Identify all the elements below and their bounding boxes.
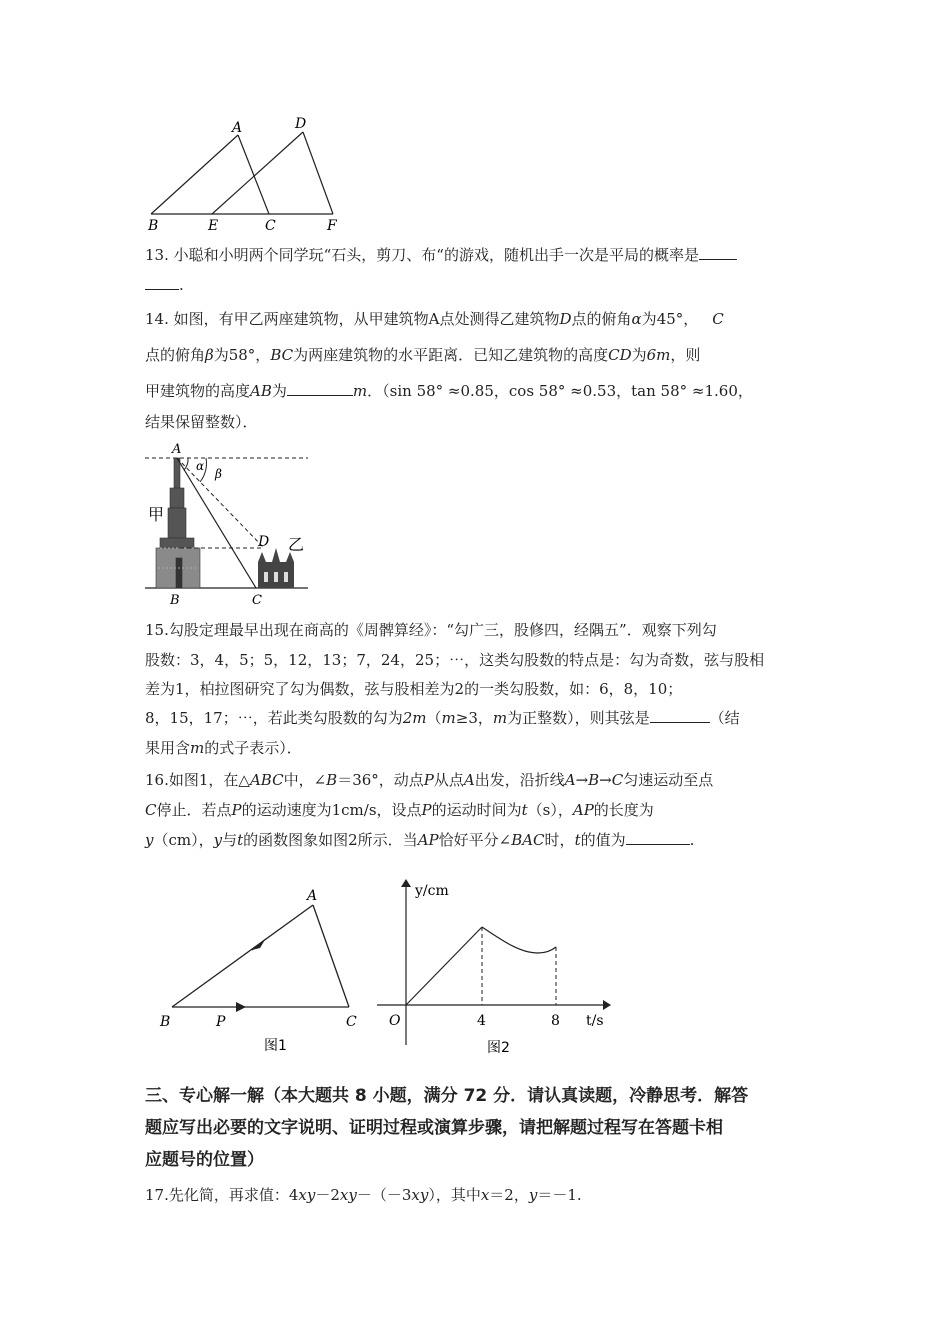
label-a: A bbox=[172, 442, 182, 457]
question-14-line4 bbox=[145, 407, 815, 437]
y-axis-label: y/cm bbox=[415, 883, 449, 899]
text: ＝2， bbox=[489, 1186, 529, 1204]
var-m: m bbox=[492, 709, 508, 727]
text: 的运动时间为 bbox=[431, 801, 522, 819]
answer-blank bbox=[626, 828, 690, 845]
question-13-cont bbox=[145, 270, 815, 300]
text: 如图1，在△ bbox=[168, 771, 250, 789]
text: 的运动速度为1cm/s，设点 bbox=[241, 801, 422, 819]
sin-value: sin 58° ≈0.85 bbox=[389, 382, 494, 400]
text: 停止．若点 bbox=[156, 801, 232, 819]
caption-figure-1: 图1 bbox=[264, 1038, 287, 1054]
question-number: 17. bbox=[145, 1186, 169, 1204]
label-a: A bbox=[307, 888, 318, 904]
text: （ bbox=[426, 709, 442, 727]
arrow-icon bbox=[236, 1002, 246, 1012]
question-13 bbox=[145, 240, 815, 270]
point-a: A bbox=[463, 771, 475, 789]
text: 甲建筑物的高度 bbox=[145, 382, 251, 400]
text: . bbox=[689, 831, 695, 849]
label-beta: β bbox=[215, 467, 222, 481]
question-14-line2 bbox=[145, 340, 815, 370]
text: ，则 bbox=[670, 346, 701, 364]
text: 时， bbox=[544, 831, 575, 849]
question-15-line3 bbox=[145, 674, 815, 704]
answer-blank bbox=[650, 706, 710, 723]
text: －2 bbox=[315, 1186, 340, 1204]
text: 为 bbox=[271, 382, 287, 400]
question-16-line1 bbox=[145, 765, 815, 795]
text: 出发，沿折线 bbox=[474, 771, 565, 789]
var-x: x bbox=[480, 1186, 490, 1204]
text: 如图，有甲乙两座建筑物，从甲建筑物A点处测得乙建筑物 bbox=[173, 310, 560, 328]
text: 为 bbox=[631, 346, 647, 364]
text: 为两座建筑物的水平距离．已知乙建筑物的高度 bbox=[293, 346, 609, 364]
var-xy: xy bbox=[339, 1186, 357, 1204]
text: ），其中 bbox=[428, 1186, 481, 1204]
question-number: 15. bbox=[145, 621, 169, 639]
text: 的函数图象如图2所示．当 bbox=[243, 831, 418, 849]
text: ＝－1. bbox=[537, 1186, 582, 1204]
question-15-line1 bbox=[145, 615, 815, 645]
question-16-line2 bbox=[145, 795, 815, 825]
text: 8，15，17；⋯，若此类勾股数的勾为 bbox=[145, 709, 403, 727]
text: 的式子表示）． bbox=[204, 739, 302, 757]
label-b: B bbox=[160, 1014, 171, 1030]
x-axis-label: t/s bbox=[586, 1013, 604, 1029]
symbol-beta: β bbox=[205, 346, 214, 364]
question-number: 13. bbox=[145, 246, 169, 264]
question-end: . bbox=[179, 276, 184, 294]
point-p: P bbox=[421, 801, 432, 819]
tan-value: tan 58° ≈1.60 bbox=[631, 382, 738, 400]
var-t: t bbox=[521, 801, 528, 819]
building-yi-icon bbox=[258, 548, 294, 588]
segment-ap: AP bbox=[572, 801, 594, 819]
question-15-line4 bbox=[145, 703, 815, 733]
text: 勾股定理最早出现在商高的《周髀算经》：“勾广三，股修四，经隅五”．观察下列勾 bbox=[168, 621, 717, 639]
section-3-heading bbox=[145, 1080, 815, 1176]
text: （cm）， bbox=[153, 831, 214, 849]
text: ， bbox=[255, 346, 271, 364]
question-number: 16. bbox=[145, 771, 169, 789]
angle-45: 45° bbox=[656, 310, 684, 328]
label-p: P bbox=[216, 1014, 226, 1030]
text: 点的俯角 bbox=[145, 346, 206, 364]
label-e: E bbox=[208, 218, 219, 234]
text: ， bbox=[737, 382, 753, 400]
x-tick-8: 8 bbox=[551, 1013, 560, 1029]
label-c: C bbox=[265, 218, 276, 234]
question-14-line1 bbox=[145, 304, 815, 334]
figure-1-triangle bbox=[150, 880, 370, 1060]
point-p: P bbox=[423, 771, 434, 789]
text: 为 bbox=[641, 310, 657, 328]
text: ．（ bbox=[367, 382, 390, 400]
label-jia: 甲 bbox=[148, 505, 165, 524]
text: 果用含 bbox=[145, 739, 191, 757]
text: －（－3 bbox=[356, 1186, 412, 1204]
text: 为 bbox=[213, 346, 229, 364]
text: （s）， bbox=[527, 801, 573, 819]
figure-triangles-abc-def bbox=[140, 110, 360, 235]
label-d: D bbox=[295, 116, 307, 132]
heading-line: 应题号的位置） bbox=[145, 1150, 264, 1170]
text: 的值为 bbox=[580, 831, 626, 849]
question-14-line3: 甲建筑物的高度AB为 m．（sin 58° ≈0.85，cos 58° ≈0.53，tan 58° ≈1.60， bbox=[145, 376, 815, 406]
text: ， bbox=[683, 310, 699, 328]
symbol-alpha: α bbox=[631, 310, 642, 328]
text: 从点 bbox=[433, 771, 464, 789]
angle-58: 58° bbox=[228, 346, 256, 364]
label-yi: 乙 bbox=[288, 535, 305, 554]
var-xy: xy bbox=[411, 1186, 429, 1204]
label-c: C bbox=[346, 1014, 357, 1030]
value-6m: 6m bbox=[646, 346, 671, 364]
figure-2-graph bbox=[375, 875, 625, 1060]
point-c: C bbox=[145, 801, 157, 819]
text: 点的俯角 bbox=[571, 310, 632, 328]
question-15-line5 bbox=[145, 733, 815, 763]
text: 为正整数），则其弦是 bbox=[507, 709, 650, 727]
text: 的长度为 bbox=[593, 801, 654, 819]
segment-bc: BC bbox=[270, 346, 294, 364]
question-15-line2 bbox=[145, 645, 815, 675]
var-y: y bbox=[528, 1186, 538, 1204]
var-t: t bbox=[237, 831, 244, 849]
x-tick-4: 4 bbox=[477, 1013, 486, 1029]
segment-ab: AB bbox=[250, 382, 272, 400]
angle-b: B bbox=[326, 771, 338, 789]
label-b: B bbox=[148, 218, 159, 234]
unit-m: m bbox=[352, 382, 368, 400]
text: 与 bbox=[222, 831, 238, 849]
text: ≥3， bbox=[455, 709, 493, 727]
heading-line: 三、专心解一解（本大题共 8 小题，满分 72 分．请认真读题，冷静思考．解答 bbox=[145, 1086, 749, 1106]
figure-buildings bbox=[140, 440, 315, 610]
var-m: m bbox=[190, 739, 205, 757]
answer-blank bbox=[699, 243, 737, 260]
text: 恰好平分∠ bbox=[438, 831, 512, 849]
question-17 bbox=[145, 1180, 815, 1210]
value-2m: 2m bbox=[402, 709, 427, 727]
answer-blank bbox=[287, 379, 353, 396]
answer-blank-cont bbox=[145, 273, 179, 290]
text: ＝36°，动点 bbox=[337, 771, 424, 789]
label-a: A bbox=[232, 120, 243, 136]
label-f: F bbox=[327, 218, 337, 234]
question-text: 小聪和小明两个同学玩“石头，剪刀、布“的游戏，随机出手一次是平局的概率是 bbox=[173, 246, 699, 264]
triangle-abc: ABC bbox=[249, 771, 284, 789]
label-alpha: α bbox=[196, 459, 205, 473]
text: 匀速运动至点 bbox=[623, 771, 714, 789]
label-b: B bbox=[170, 593, 180, 608]
text: 中，∠ bbox=[283, 771, 327, 789]
origin-label: O bbox=[389, 1013, 401, 1029]
var-y: y bbox=[213, 831, 223, 849]
cos-value: cos 58° ≈0.53 bbox=[508, 382, 617, 400]
text: （结 bbox=[709, 709, 740, 727]
text: 结果保留整数）． bbox=[145, 413, 258, 431]
var-y: y bbox=[145, 831, 154, 849]
question-number: 14. bbox=[145, 310, 169, 328]
path-abc: A→B→C bbox=[564, 771, 624, 789]
point-d: D bbox=[559, 310, 572, 328]
var-t: t bbox=[574, 831, 581, 849]
text: 差为1，柏拉图研究了勾为偶数，弦与股相差为2的一类勾股数，如：6，8，10； bbox=[145, 680, 683, 698]
var-xy: xy bbox=[298, 1186, 316, 1204]
var-m: m bbox=[441, 709, 456, 727]
segment-ap: AP bbox=[417, 831, 439, 849]
label-c: C bbox=[252, 593, 262, 608]
caption-figure-2: 图2 bbox=[487, 1040, 510, 1056]
segment-cd: CD bbox=[608, 346, 632, 364]
point-p: P bbox=[231, 801, 242, 819]
point-c: C bbox=[712, 310, 724, 328]
x-axis-arrow-icon bbox=[603, 1000, 611, 1010]
label-d: D bbox=[258, 534, 270, 550]
text: 先化简，再求值：4 bbox=[168, 1186, 299, 1204]
heading-line: 题应写出必要的文字说明、证明过程或演算步骤，请把解题过程写在答题卡相 bbox=[145, 1118, 723, 1138]
text: 股数：3，4，5；5，12，13；7，24，25；⋯，这类勾股数的特点是：勾为奇数，弦与股相 bbox=[145, 651, 765, 669]
y-axis-arrow-icon bbox=[401, 879, 411, 887]
question-16-line3 bbox=[145, 825, 815, 855]
angle-bac: BAC bbox=[511, 831, 545, 849]
